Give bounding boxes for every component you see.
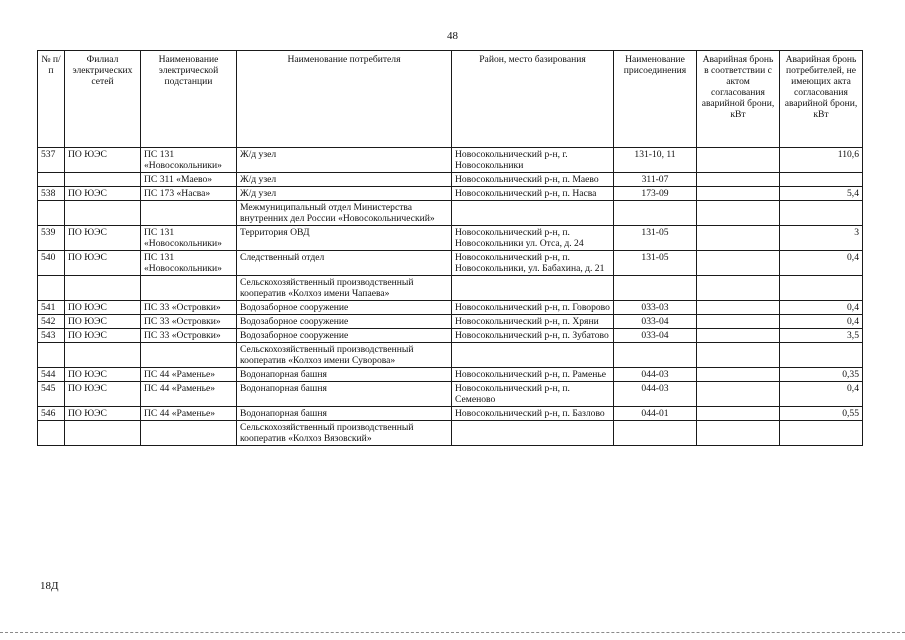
cell-branch: ПО ЮЭС (65, 407, 141, 421)
cell-connection: 131-05 (614, 226, 697, 251)
cell-connection (614, 421, 697, 446)
cell-consumer: Водонапорная башня (237, 382, 452, 407)
cell-branch (65, 343, 141, 368)
cell-number (38, 201, 65, 226)
cell-number (38, 276, 65, 301)
cell-branch: ПО ЮЭС (65, 301, 141, 315)
table-row (38, 201, 863, 226)
cell-reserve-act (697, 187, 780, 201)
header-district: Район, место базирования (452, 51, 614, 148)
cell-district (452, 421, 614, 446)
cell-reserve-no-act (780, 343, 863, 368)
cell-substation: ПС 131 «Новосокольники» (141, 148, 237, 173)
cell-consumer: Сельскохозяйственный производственный кооператив «Колхоз имени Суворова» (237, 343, 452, 368)
cell-substation: ПС 44 «Раменье» (141, 382, 237, 407)
table-body (38, 148, 863, 446)
cell-substation: ПС 33 «Островки» (141, 301, 237, 315)
cell-number: 540 (38, 251, 65, 276)
table-row (38, 226, 863, 251)
cell-branch: ПО ЮЭС (65, 187, 141, 201)
table-row (38, 329, 863, 343)
cell-district (452, 276, 614, 301)
cell-connection: 033-04 (614, 315, 697, 329)
cell-reserve-no-act (780, 201, 863, 226)
cell-number (38, 173, 65, 187)
cell-district: Новосокольнический р-н, п. Новосокольники, ул. Бабахина, д. 21 (452, 251, 614, 276)
cell-reserve-act (697, 173, 780, 187)
cell-number: 545 (38, 382, 65, 407)
cell-connection (614, 343, 697, 368)
cell-reserve-no-act (780, 421, 863, 446)
table-row (38, 421, 863, 446)
cell-consumer: Сельскохозяйственный производственный кооператив «Колхоз Вязовский» (237, 421, 452, 446)
footer-code: 18Д (40, 580, 59, 592)
cell-connection: 131-05 (614, 251, 697, 276)
cell-number (38, 421, 65, 446)
cell-district (452, 201, 614, 226)
cell-number: 539 (38, 226, 65, 251)
cell-reserve-act (697, 382, 780, 407)
table-row (38, 343, 863, 368)
table-row (38, 368, 863, 382)
cell-reserve-no-act: 3 (780, 226, 863, 251)
cell-district: Новосокольнический р-н, г. Новосокольники (452, 148, 614, 173)
cell-district: Новосокольнический р-н, п. Раменье (452, 368, 614, 382)
table-row (38, 173, 863, 187)
header-reserve-no-act: Аварийная бронь потребителей, не имеющих акта согласования аварийной брони, кВт (780, 51, 863, 148)
cell-reserve-no-act: 0,4 (780, 315, 863, 329)
cell-substation: ПС 33 «Островки» (141, 315, 237, 329)
cell-district: Новосокольнический р-н, п. Семеново (452, 382, 614, 407)
cell-connection: 044-03 (614, 382, 697, 407)
cell-reserve-act (697, 251, 780, 276)
cell-district: Новосокольнический р-н, п. Говорово (452, 301, 614, 315)
cell-connection: 044-03 (614, 368, 697, 382)
cell-branch (65, 201, 141, 226)
cell-consumer: Водонапорная башня (237, 407, 452, 421)
cell-district (452, 343, 614, 368)
cell-reserve-act (697, 226, 780, 251)
header-number: № п/п (38, 51, 65, 148)
cell-substation: ПС 131 «Новосокольники» (141, 251, 237, 276)
cell-district: Новосокольнический р-н, п. Хряни (452, 315, 614, 329)
cell-district: Новосокольнический р-н, п. Новосокольники ул. Отса, д. 24 (452, 226, 614, 251)
cell-branch: ПО ЮЭС (65, 226, 141, 251)
table-row (38, 251, 863, 276)
cell-reserve-no-act (780, 173, 863, 187)
cell-connection (614, 201, 697, 226)
cell-substation: ПС 33 «Островки» (141, 329, 237, 343)
cell-substation (141, 276, 237, 301)
cell-substation (141, 343, 237, 368)
page-number: 48 (447, 30, 458, 42)
cell-consumer: Сельскохозяйственный производственный кооператив «Колхоз имени Чапаева» (237, 276, 452, 301)
cell-number: 537 (38, 148, 65, 173)
cell-number: 538 (38, 187, 65, 201)
header-consumer: Наименование потребителя (237, 51, 452, 148)
table-row (38, 187, 863, 201)
cell-branch: ПО ЮЭС (65, 315, 141, 329)
cell-reserve-no-act: 0,4 (780, 382, 863, 407)
cell-branch (65, 421, 141, 446)
cell-reserve-act (697, 407, 780, 421)
cell-branch: ПО ЮЭС (65, 148, 141, 173)
cell-connection: 033-04 (614, 329, 697, 343)
cell-consumer: Межмуниципальный отдел Министерства внутренних дел России «Новосокольнический» (237, 201, 452, 226)
cell-number: 543 (38, 329, 65, 343)
cell-reserve-no-act: 110,6 (780, 148, 863, 173)
cell-reserve-act (697, 148, 780, 173)
table-row (38, 407, 863, 421)
cell-reserve-act (697, 368, 780, 382)
cell-branch: ПО ЮЭС (65, 329, 141, 343)
cell-substation: ПС 311 «Маево» (141, 173, 237, 187)
cell-connection: 311-07 (614, 173, 697, 187)
cell-branch (65, 276, 141, 301)
cell-reserve-no-act: 3,5 (780, 329, 863, 343)
header-branch: Филиал электрических сетей (65, 51, 141, 148)
cell-number: 546 (38, 407, 65, 421)
cell-district: Новосокольнический р-н, п. Насва (452, 187, 614, 201)
table-header-row (38, 51, 863, 148)
cell-number (38, 343, 65, 368)
cell-substation: ПС 131 «Новосокольники» (141, 226, 237, 251)
cell-number: 542 (38, 315, 65, 329)
cell-consumer: Ж/д узел (237, 173, 452, 187)
cell-reserve-no-act (780, 276, 863, 301)
cell-consumer: Ж/д узел (237, 187, 452, 201)
cell-consumer: Ж/д узел (237, 148, 452, 173)
table-row (38, 301, 863, 315)
cell-reserve-act (697, 421, 780, 446)
cell-connection: 131-10, 11 (614, 148, 697, 173)
cell-substation: ПС 44 «Раменье» (141, 368, 237, 382)
table-row (38, 148, 863, 173)
cell-reserve-act (697, 276, 780, 301)
cell-reserve-act (697, 301, 780, 315)
cell-reserve-no-act: 0,35 (780, 368, 863, 382)
scan-edge-line (0, 632, 905, 633)
cell-substation (141, 201, 237, 226)
header-reserve-act: Аварийная бронь в соответствии с актом согласования аварийной брони, кВт (697, 51, 780, 148)
cell-number: 541 (38, 301, 65, 315)
emergency-reserve-table (37, 50, 863, 446)
cell-reserve-no-act: 5,4 (780, 187, 863, 201)
cell-connection: 033-03 (614, 301, 697, 315)
table-row (38, 276, 863, 301)
cell-reserve-act (697, 201, 780, 226)
cell-branch: ПО ЮЭС (65, 382, 141, 407)
cell-consumer: Следственный отдел (237, 251, 452, 276)
cell-district: Новосокольнический р-н, п. Зубатово (452, 329, 614, 343)
cell-reserve-act (697, 315, 780, 329)
cell-connection: 044-01 (614, 407, 697, 421)
header-substation: Наименование электрической подстанции (141, 51, 237, 148)
cell-consumer: Водонапорная башня (237, 368, 452, 382)
cell-district: Новосокольнический р-н, п. Базлово (452, 407, 614, 421)
header-connection: Наименование присоединения (614, 51, 697, 148)
cell-substation (141, 421, 237, 446)
cell-reserve-act (697, 343, 780, 368)
table-row (38, 315, 863, 329)
cell-consumer: Водозаборное сооружение (237, 329, 452, 343)
cell-substation: ПС 44 «Раменье» (141, 407, 237, 421)
cell-connection: 173-09 (614, 187, 697, 201)
cell-consumer: Водозаборное сооружение (237, 315, 452, 329)
cell-reserve-no-act: 0,4 (780, 301, 863, 315)
cell-consumer: Территория ОВД (237, 226, 452, 251)
table-row (38, 382, 863, 407)
cell-reserve-act (697, 329, 780, 343)
cell-branch: ПО ЮЭС (65, 251, 141, 276)
cell-consumer: Водозаборное сооружение (237, 301, 452, 315)
cell-connection (614, 276, 697, 301)
cell-reserve-no-act: 0,4 (780, 251, 863, 276)
cell-reserve-no-act: 0,55 (780, 407, 863, 421)
cell-number: 544 (38, 368, 65, 382)
cell-branch (65, 173, 141, 187)
cell-substation: ПС 173 «Насва» (141, 187, 237, 201)
cell-district: Новосокольнический р-н, п. Маево (452, 173, 614, 187)
cell-branch: ПО ЮЭС (65, 368, 141, 382)
